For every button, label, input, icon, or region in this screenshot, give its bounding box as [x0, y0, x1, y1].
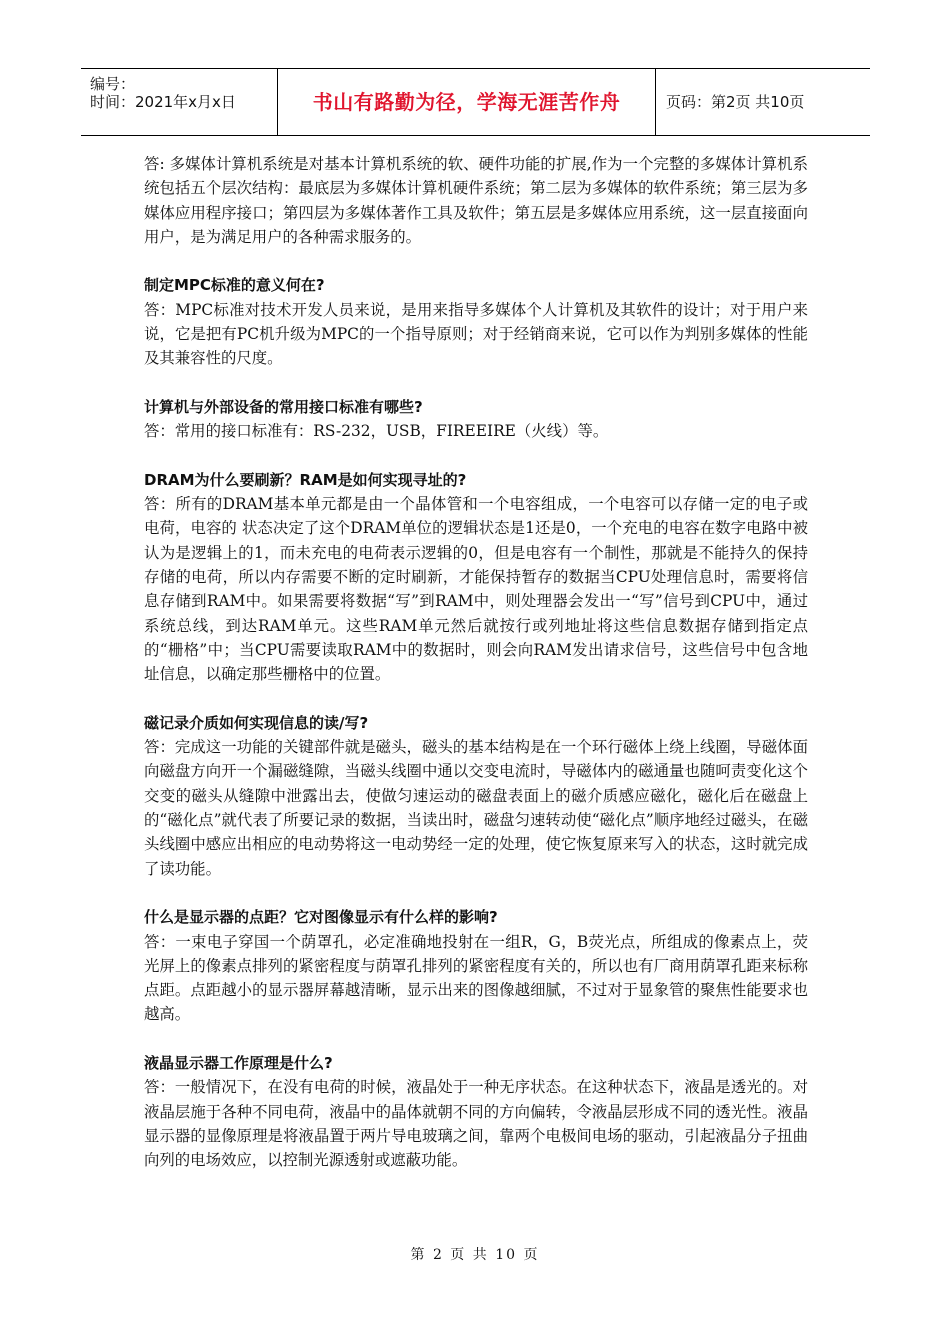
document-body [144, 152, 808, 1172]
date-line: 时间：2021年x月x日 [90, 93, 236, 111]
answer-5: 答：完成这一功能的关键部件就是磁头，磁头的基本结构是在一个环行磁体上绕上线圈，导磁体面向磁盘方向开一个漏磁缝隙，当磁头线圈中通以交变电流时，导磁体内的磁通量也随呵责变化这个交变的磁头从缝隙中泄露出去，使做匀速运动的磁盘表面上的磁介质感应磁化，磁化后在磁盘上的“磁化点”就代表了所要记录的数据，当读出时，磁盘匀速转动使“磁化点”顺序地经过磁头，在磁头线圈中感应出相应的电动势将这一电动势经一定的处理，使它恢复原来写入的状态，这时就完成了读功能。 [144, 738, 808, 878]
question-6: 什么是显示器的点距？它对图像显示有什么样的影响? [144, 908, 498, 927]
question-4: DRAM为什么要刷新？RAM是如何实现寻址的? [144, 470, 467, 489]
answer-6: 答：一束电子穿国一个荫罩孔，必定准确地投射在一组R，G，B荧光点，所组成的像素点上，荧光屏上的像素点排列的紧密程度与荫罩孔排列的紧密程度有关的，所以也有厂商用荫罩孔距来标称点距。点距越小的显示器屏幕越清晰，显示出来的图像越细腻，不过对于显象管的聚焦性能要求也越高。 [144, 932, 808, 1024]
header-slogan: 书山有路勤为径，学海无涯苦作舟 [278, 69, 656, 135]
answer-4: 答：所有的DRAM基本单元都是由一个晶体管和一个电容组成，一个电容可以存储一定的电子或电荷，电容的 状态决定了这个DRAM单位的逻辑状态是1还是0，一个充电的电容在数字电路中被认为是逻辑上的1，而未充电的电荷表示逻辑的0，但是电容有一个制性，那就是不能持久的保持存储的电荷，所以内存需要不断的定时刷新，才能保持暂存的数据当CPU处理信息时，需要将信息存储到RAM中。如果需要将数据“写”到RAM中，则处理器会发出一“写”信号到CPU中，通过系统总线，到达RAM单元。这些RAM单元然后就按行或列地址将这些信息数据存储到指定点的“栅格”中；当CPU需要读取RAM中的数据时，则会向RAM发出请求信号，这些信号中包含地址信息，以确定那些栅格中的位置。 [144, 495, 808, 684]
answer-3: 答：常用的接口标准有：RS-232，USB，FIREEIRE（火线）等。 [144, 422, 609, 441]
question-7: 液晶显示器工作原理是什么? [144, 1053, 333, 1072]
answer-2: 答：MPC标准对技术开发人员来说，是用来指导多媒体个人计算机及其软件的设计；对于用户来说，它是把有PC机升级为MPC的一个指导原则；对于经销商来说，它可以作为判别多媒体的性能及其兼容性的尺度。 [144, 300, 808, 368]
answer-1: 答: 多媒体计算机系统是对基本计算机系统的软、硬件功能的扩展,作为一个完整的多媒体计算机系统包括五个层次结构：最底层为多媒体计算机硬件系统；第二层为多媒体的软件系统；第三层为多媒体应用程序接口；第四层为多媒体著作工具及软件；第五层是多媒体应用系统，这一层直接面向用户，是为满足用户的各种需求服务的。 [144, 155, 808, 246]
answer-7: 答：一般情况下，在没有电荷的时候，液晶处于一种无序状态。在这种状态下，液晶是透光的。对液晶层施于各种不同电荷，液晶中的晶体就朝不同的方向偏转，令液晶层形成不同的透光性。液晶显示器的显像原理是将液晶置于两片导电玻璃之间，靠两个电极间电场的驱动，引起液晶分子扭曲向列的电场效应，以控制光源透射或遮蔽功能。 [144, 1078, 808, 1170]
question-5: 磁记录介质如何实现信息的读/写? [144, 713, 369, 732]
number-label: 编号： [90, 75, 136, 93]
question-3: 计算机与外部设备的常用接口标准有哪些? [144, 397, 423, 416]
header-page-info: 页码：第2页 共10页 [666, 93, 805, 111]
page-header [81, 68, 870, 136]
header-meta [81, 69, 278, 135]
page-footer: 第 2 页 共 10 页 [410, 1247, 540, 1263]
question-2: 制定MPC标准的意义何在? [144, 276, 325, 295]
